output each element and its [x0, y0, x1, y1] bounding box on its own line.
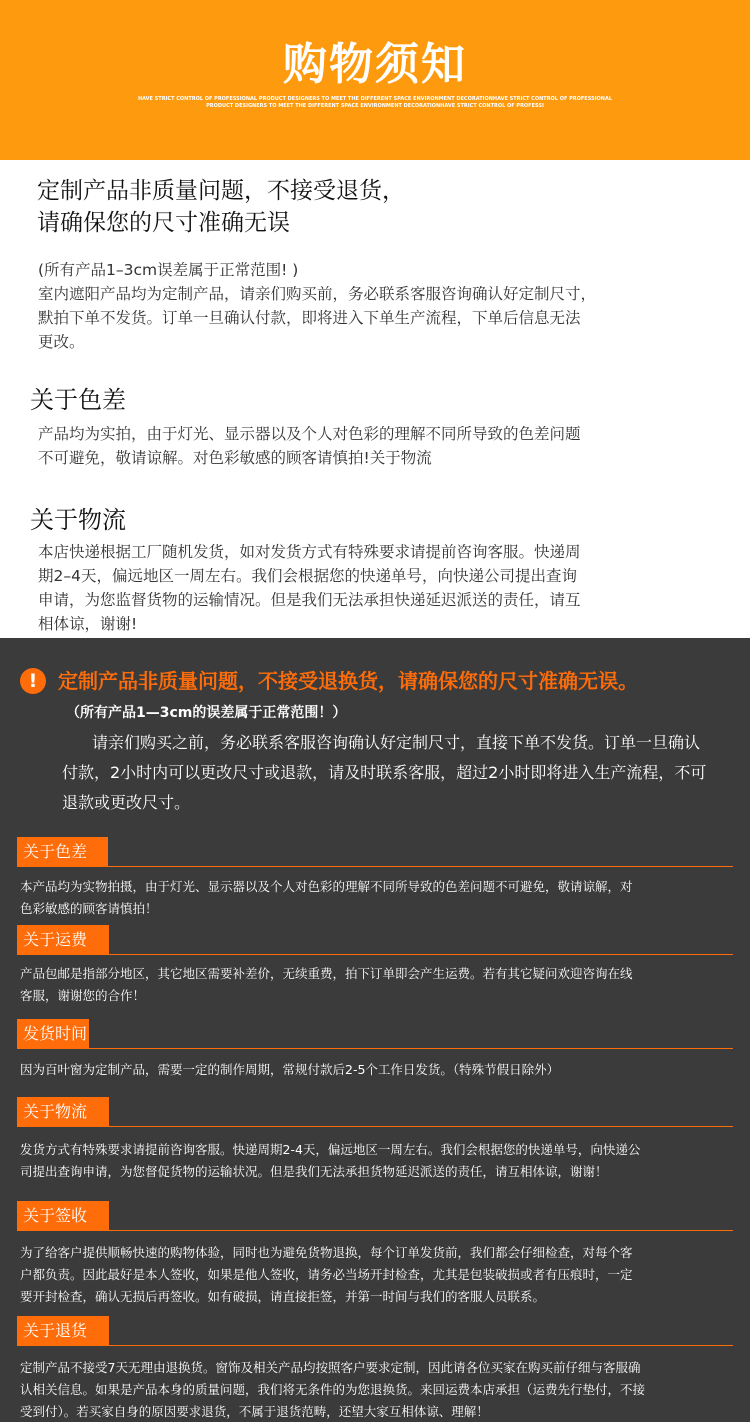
section-body: 本店快递根据工厂随机发货，如对发货方式有特殊要求请提前咨询客服。快递周 期2–4天，偏远地区一周左右。我们会根据您的快递单号，向快递公司提出查询 申请，为您监督货物的运输情况。但是我们无法承担快递延迟派送的责任，请互 相体谅，谢谢!: [38, 543, 581, 633]
section-divider: [17, 1230, 733, 1231]
section-divider: [17, 954, 733, 955]
section-text: 因为百叶窗为定制产品，需要一定的制作周期，常规付款后2-5个工作日发货。（特殊节假日除外）: [20, 1062, 560, 1077]
policy-intro: 请亲们购买之前，务必联系客服咨询确认好定制尺寸，直接下单不发货。订单一旦确认 付款，2小时内可以更改尺寸或退款，请及时联系客服，超过2小时即将进入生产流程，不可 退款或更改尺寸。: [62, 733, 707, 812]
section-text: 产品包邮是指部分地区，其它地区需要补差价，无续重费，拍下订单即会产生运费。若有其它疑问欢迎咨询在线 客服，谢谢您的合作！: [20, 966, 633, 1003]
section-tag: 关于签收: [17, 1201, 109, 1231]
banner-subtitle: HAVE STRICT CONTROL OF PROFESSIONAL PRODUCT DESIGNERS TO MEET THE DIFFERENT SPACE ENVIRONMENT DECORATIONHAVE STRICT CONTROL OF PROFESSIONAL: [137, 96, 613, 102]
section-divider: [17, 1048, 733, 1049]
section-body: 产品均为实拍，由于灯光、显示器以及个人对色彩的理解不同所导致的色差问题 不可避免，敬请谅解。对色彩敏感的顾客请慎拍!关于物流: [38, 425, 581, 467]
section-heading: 关于色差: [30, 386, 126, 414]
section-tag: 发货时间: [17, 1019, 89, 1049]
section-tag: 关于色差: [17, 837, 108, 867]
warning-text: 定制产品非质量问题，不接受退换货，请确保您的尺寸准确无误。: [58, 669, 638, 693]
section-text: 发货方式有特殊要求请提前咨询客服。快递周期2-4天，偏远地区一周左右。我们会根据您的快递单号，向快递公 司提出查询申请，为您督促货物的运输状况。但是我们无法承担货物延迟派送的责任，请互相体谅，谢谢！: [20, 1142, 641, 1179]
section-tag: 关于运费: [17, 925, 109, 955]
page-title: 购物须知: [283, 39, 467, 90]
section-heading: 关于物流: [30, 506, 126, 534]
tolerance-note: （所有产品1—3cm的误差属于正常范围！）: [66, 705, 347, 721]
section-divider: [17, 1345, 733, 1346]
banner-subtitle: PRODUCT DESIGNERS TO MEET THE DIFFERENT SPACE ENVIRONMENT DECORATIONHAVE STRICT CONTROL OF PROFESSI: [206, 103, 544, 109]
section-text: 本产品均为实物拍摄，由于灯光、显示器以及个人对色彩的理解不同所导致的色差问题不可避免，敬请谅解，对 色彩敏感的顾客请慎拍！: [20, 879, 633, 916]
section-divider: [17, 1126, 733, 1127]
notice-body: (所有产品1–3cm误差属于正常范围! ) 室内遮阳产品均为定制产品，请亲们购买前，务必联系客服咨询确认好定制尺寸， 默拍下单不发货。订单一旦确认付款，即将进入下单生产流程，下单后信息无法 更改。: [38, 261, 597, 351]
section-tag: 关于物流: [17, 1097, 109, 1127]
exclamation-icon: !: [20, 668, 46, 694]
lead-heading: 定制产品非质量问题，不接受退货， 请确保您的尺寸准确无误: [37, 178, 405, 236]
section-tag: 关于退货: [17, 1316, 109, 1346]
section-divider: [17, 866, 733, 867]
section-text: 为了给客户提供顺畅快速的购物体验，同时也为避免货物退换，每个订单发货前，我们都会仔细检查，对每个客 户都负责。因此最好是本人签收，如果是他人签收，请务必当场开封检查，尤其是包装破损或者有压痕时，一定 要开封检查，确认无损后再签收。如有破损，请直接拒签，并第一时间与我们的客服人员联系。: [20, 1245, 633, 1304]
section-text: 定制产品不接受7天无理由退换货。窗饰及相关产品均按照客户要求定制，因此请各位买家在购买前仔细与客服确 认相关信息。如果是产品本身的质量问题，我们将无条件的为您退换货。来回运费本店承担（运费先行垫付，不接 受到付）。若买家自身的原因要求退货，不属于退货范畴，还望大家互相体谅、理解！: [20, 1360, 646, 1419]
